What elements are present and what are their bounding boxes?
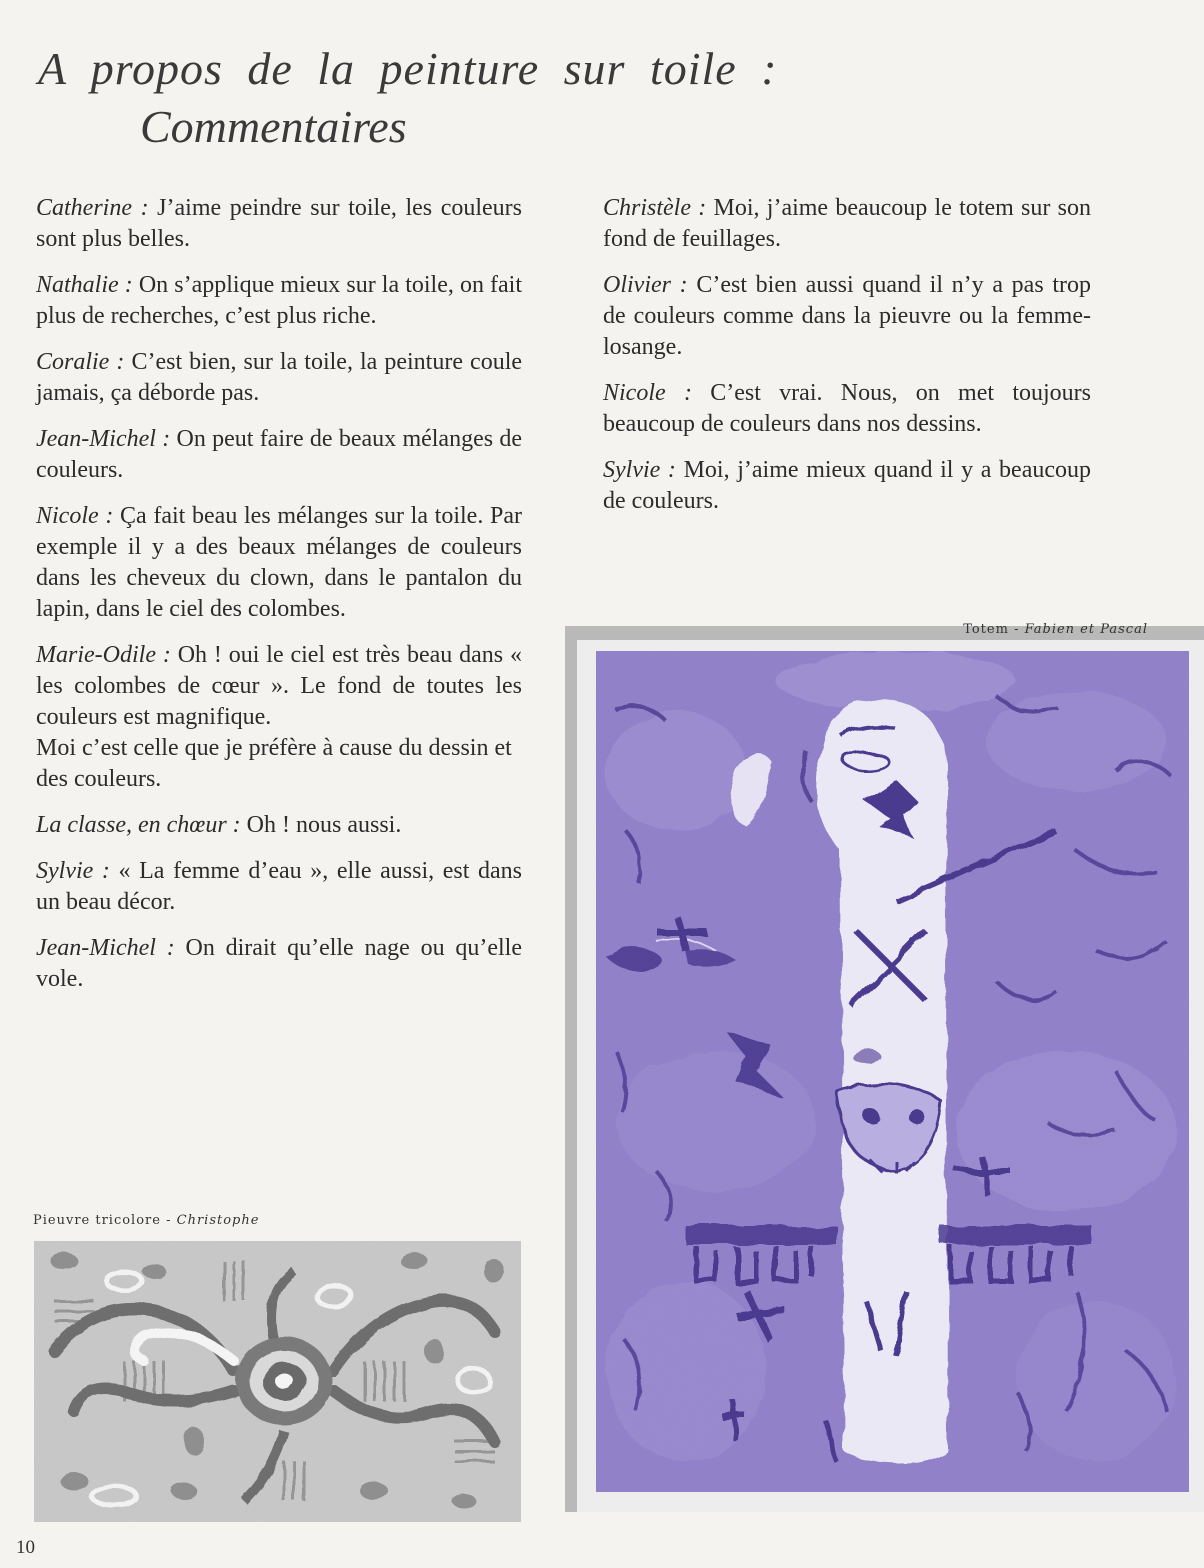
comment-entry [603,270,1091,363]
pieuvre-caption [33,1213,259,1228]
left-comments-column [36,193,522,1010]
comment-entry [603,193,1091,255]
comment-text-continued: Moi c’est celle que je préfère à cause du dessin et des couleurs. [36,735,512,792]
speaker-name: Coralie : [36,349,125,375]
comment-entry [36,424,522,486]
comment-text: Oh ! nous aussi. [246,812,402,838]
comment-text: C’est bien, sur la toile, la peinture coule jamais, ça déborde pas. [36,349,523,406]
speaker-name: La classe, en chœur : [36,812,241,838]
speaker-name: Christèle : [603,195,707,221]
comment-text: Ça fait beau les mélanges sur la toile. Par exemple il y a des beaux mélanges de couleurs dans les cheveux du clown, dans le pantalon du lapin, dans le ciel des colombes. [36,503,523,622]
caption-author: Fabien et Pascal [1024,622,1148,637]
comment-entry [36,856,522,918]
caption-work-title: Pieuvre tricolore [33,1213,161,1228]
comment-entry [36,193,522,255]
page-title [38,40,798,156]
comment-text: Oh ! oui le ciel est très beau dans « les colombes de cœur ». Le fond de toutes les couleurs est magnifique. [36,642,523,730]
comment-entry [36,270,522,332]
speaker-name: Marie-Odile : [36,642,171,668]
comment-entry [36,640,522,795]
comment-text: On dirait qu’elle nage ou qu’elle vole. [36,935,523,992]
speaker-name: Jean-Michel : [36,426,171,452]
speaker-name: Nathalie : [36,272,133,298]
caption-separator: - [166,1213,172,1228]
totem-painting [596,651,1189,1492]
pieuvre-painting [34,1241,521,1522]
speaker-name: Catherine : [36,195,149,221]
comment-entry [36,347,522,409]
comment-text: On peut faire de beaux mélanges de couleurs. [36,426,522,483]
comment-text: C’est bien aussi quand il n’y a pas trop de couleurs comme dans la pieuvre ou la femme-losange. [603,272,1092,360]
title-line-2: Commentaires [140,101,407,152]
speaker-name: Nicole : [36,503,114,529]
comment-entry [603,455,1091,517]
speaker-name: Olivier : [603,272,688,298]
speaker-name: Nicole : [603,380,692,406]
comment-entry [36,810,522,841]
comment-text: On s’applique mieux sur la toile, on fait plus de recherches, c’est plus riche. [36,272,523,329]
caption-work-title: Totem [963,622,1009,637]
speaker-name: Sylvie : [603,457,676,483]
caption-author: Christophe [176,1213,260,1228]
comment-entry [603,378,1091,440]
comment-entry [36,933,522,995]
speaker-name: Jean-Michel : [36,935,175,961]
title-line-1: A propos de la peinture sur toile : [38,43,778,94]
page-number: 10 [16,1537,35,1558]
right-comments-column [603,193,1091,532]
comment-entry [36,501,522,625]
comment-text: J’aime peindre sur toile, les couleurs sont plus belles. [36,195,523,252]
comment-text: Moi, j’aime mieux quand il y a beaucoup de couleurs. [603,457,1091,514]
speaker-name: Sylvie : [36,858,110,884]
comment-text: C’est vrai. Nous, on met toujours beaucoup de couleurs dans nos dessins. [603,380,1091,437]
caption-separator: - [1014,622,1020,637]
totem-caption [963,622,1148,637]
comment-text: « La femme d’eau », elle aussi, est dans un beau décor. [36,858,522,915]
comment-text: Moi, j’aime beaucoup le totem sur son fond de feuillages. [603,195,1091,252]
